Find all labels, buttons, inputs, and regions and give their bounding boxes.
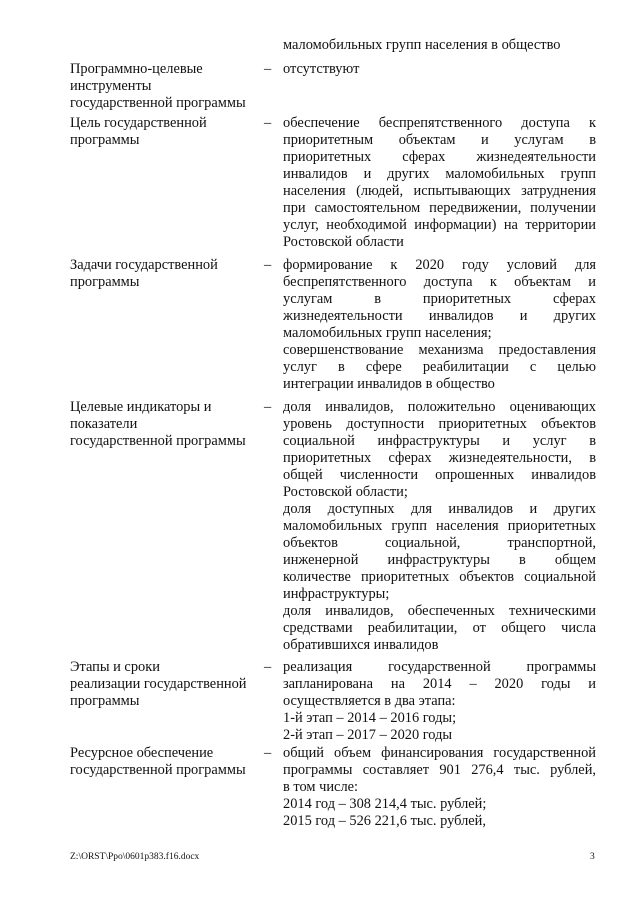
- section-label-line: программы: [70, 693, 140, 709]
- section-text-line: при самостоятельном передвижении, получении: [283, 200, 596, 216]
- section-dash: –: [264, 659, 272, 675]
- section-dash: –: [264, 257, 272, 273]
- header-continuation: маломобильных групп населения в общество: [283, 37, 561, 53]
- section-text-line: доля инвалидов, положительно оценивающих: [283, 399, 596, 415]
- section-label-line: государственной программы: [70, 762, 246, 778]
- section-text-line: социальной инфраструктуры и услуг в: [283, 433, 596, 449]
- section-text-line: приоритетных сферах жизнедеятельности: [283, 149, 596, 165]
- section-text-line: населения (людей, испытывающих затруднения: [283, 183, 596, 199]
- section-dash: –: [264, 399, 272, 415]
- section-text-line: инфраструктуры;: [283, 586, 390, 602]
- footer-file-path: Z:\ORST\Ppo\0601p383.f16.docx: [70, 852, 200, 862]
- section-text-line: доля инвалидов, обеспеченных техническими: [283, 603, 596, 619]
- section-label-line: инструменты: [70, 78, 152, 94]
- section-text-line: услуг, необходимой информации) на территории: [283, 217, 596, 233]
- section-text-line: маломобильных групп населения;: [283, 325, 492, 341]
- section-text-line: 2014 год – 308 214,4 тыс. рублей;: [283, 796, 487, 812]
- section-text-line: 2015 год – 526 221,6 тыс. рублей,: [283, 813, 486, 829]
- section-text-line: инженерной инфраструктуры в общем: [283, 552, 596, 568]
- section-text-line: инвалидов и других маломобильных групп: [283, 166, 596, 182]
- section-text-line: программы составляет 901 276,4 тыс. рублей,: [283, 762, 596, 778]
- section-text-line: приоритетным объектам и услугам в: [283, 132, 596, 148]
- section-text-line: уровень доступности приоритетных объектов: [283, 416, 596, 432]
- section-text-line: реализация государственной программы: [283, 659, 596, 675]
- section-label-line: Этапы и сроки: [70, 659, 160, 675]
- section-label-line: государственной программы: [70, 95, 246, 111]
- section-dash: –: [264, 115, 272, 131]
- section-text-line: совершенствование механизма предоставления: [283, 342, 596, 358]
- section-dash: –: [264, 745, 272, 761]
- section-text-line: услугам в приоритетных сферах: [283, 291, 596, 307]
- section-text-line: количестве приоритетных объектов социальной: [283, 569, 596, 585]
- section-label-line: Целевые индикаторы и: [70, 399, 212, 415]
- page-number: 3: [590, 852, 595, 862]
- section-text-line: доля доступных для инвалидов и других: [283, 501, 596, 517]
- section-label-line: показатели: [70, 416, 138, 432]
- section-label-line: Задачи государственной: [70, 257, 218, 273]
- section-dash: –: [264, 61, 272, 77]
- section-text-line: запланирована на 2014 – 2020 годы и: [283, 676, 596, 692]
- section-label-line: Программно-целевые: [70, 61, 203, 77]
- section-text-line: осуществляется в два этапа:: [283, 693, 456, 709]
- section-text-line: в том числе:: [283, 779, 359, 795]
- section-text-line: услуг в сфере реабилитации с целью: [283, 359, 596, 375]
- section-text-line: общей численности опрошенных инвалидов: [283, 467, 596, 483]
- section-text-line: маломобильных групп населения приоритетных: [283, 518, 596, 534]
- section-text-line: приоритетных сферах жизнедеятельности, в: [283, 450, 596, 466]
- section-label-line: программы: [70, 132, 140, 148]
- section-text-line: жизнедеятельности инвалидов и других: [283, 308, 596, 324]
- section-text-line: средствами реабилитации, от общего числа: [283, 620, 596, 636]
- section-label-line: Ресурсное обеспечение: [70, 745, 214, 761]
- section-label-line: Цель государственной: [70, 115, 207, 131]
- section-text-line: интеграции инвалидов в общество: [283, 376, 495, 392]
- section-text-line: общий объем финансирования государственной: [283, 745, 596, 761]
- section-text-line: Ростовской области: [283, 234, 404, 250]
- section-text-line: объектов социальной, транспортной,: [283, 535, 596, 551]
- section-label-line: программы: [70, 274, 140, 290]
- section-text-line: 1-й этап – 2014 – 2016 годы;: [283, 710, 457, 726]
- section-label-line: государственной программы: [70, 433, 246, 449]
- section-text-line: отсутствуют: [283, 61, 360, 77]
- section-text-line: обеспечение беспрепятственного доступа к: [283, 115, 596, 131]
- section-text-line: беспрепятственного доступа к объектам и: [283, 274, 596, 290]
- section-text-line: 2-й этап – 2017 – 2020 годы: [283, 727, 453, 743]
- section-label-line: реализации государственной: [70, 676, 247, 692]
- section-text-line: формирование к 2020 году условий для: [283, 257, 596, 273]
- section-text-line: обратившихся инвалидов: [283, 637, 439, 653]
- section-text-line: Ростовской области;: [283, 484, 408, 500]
